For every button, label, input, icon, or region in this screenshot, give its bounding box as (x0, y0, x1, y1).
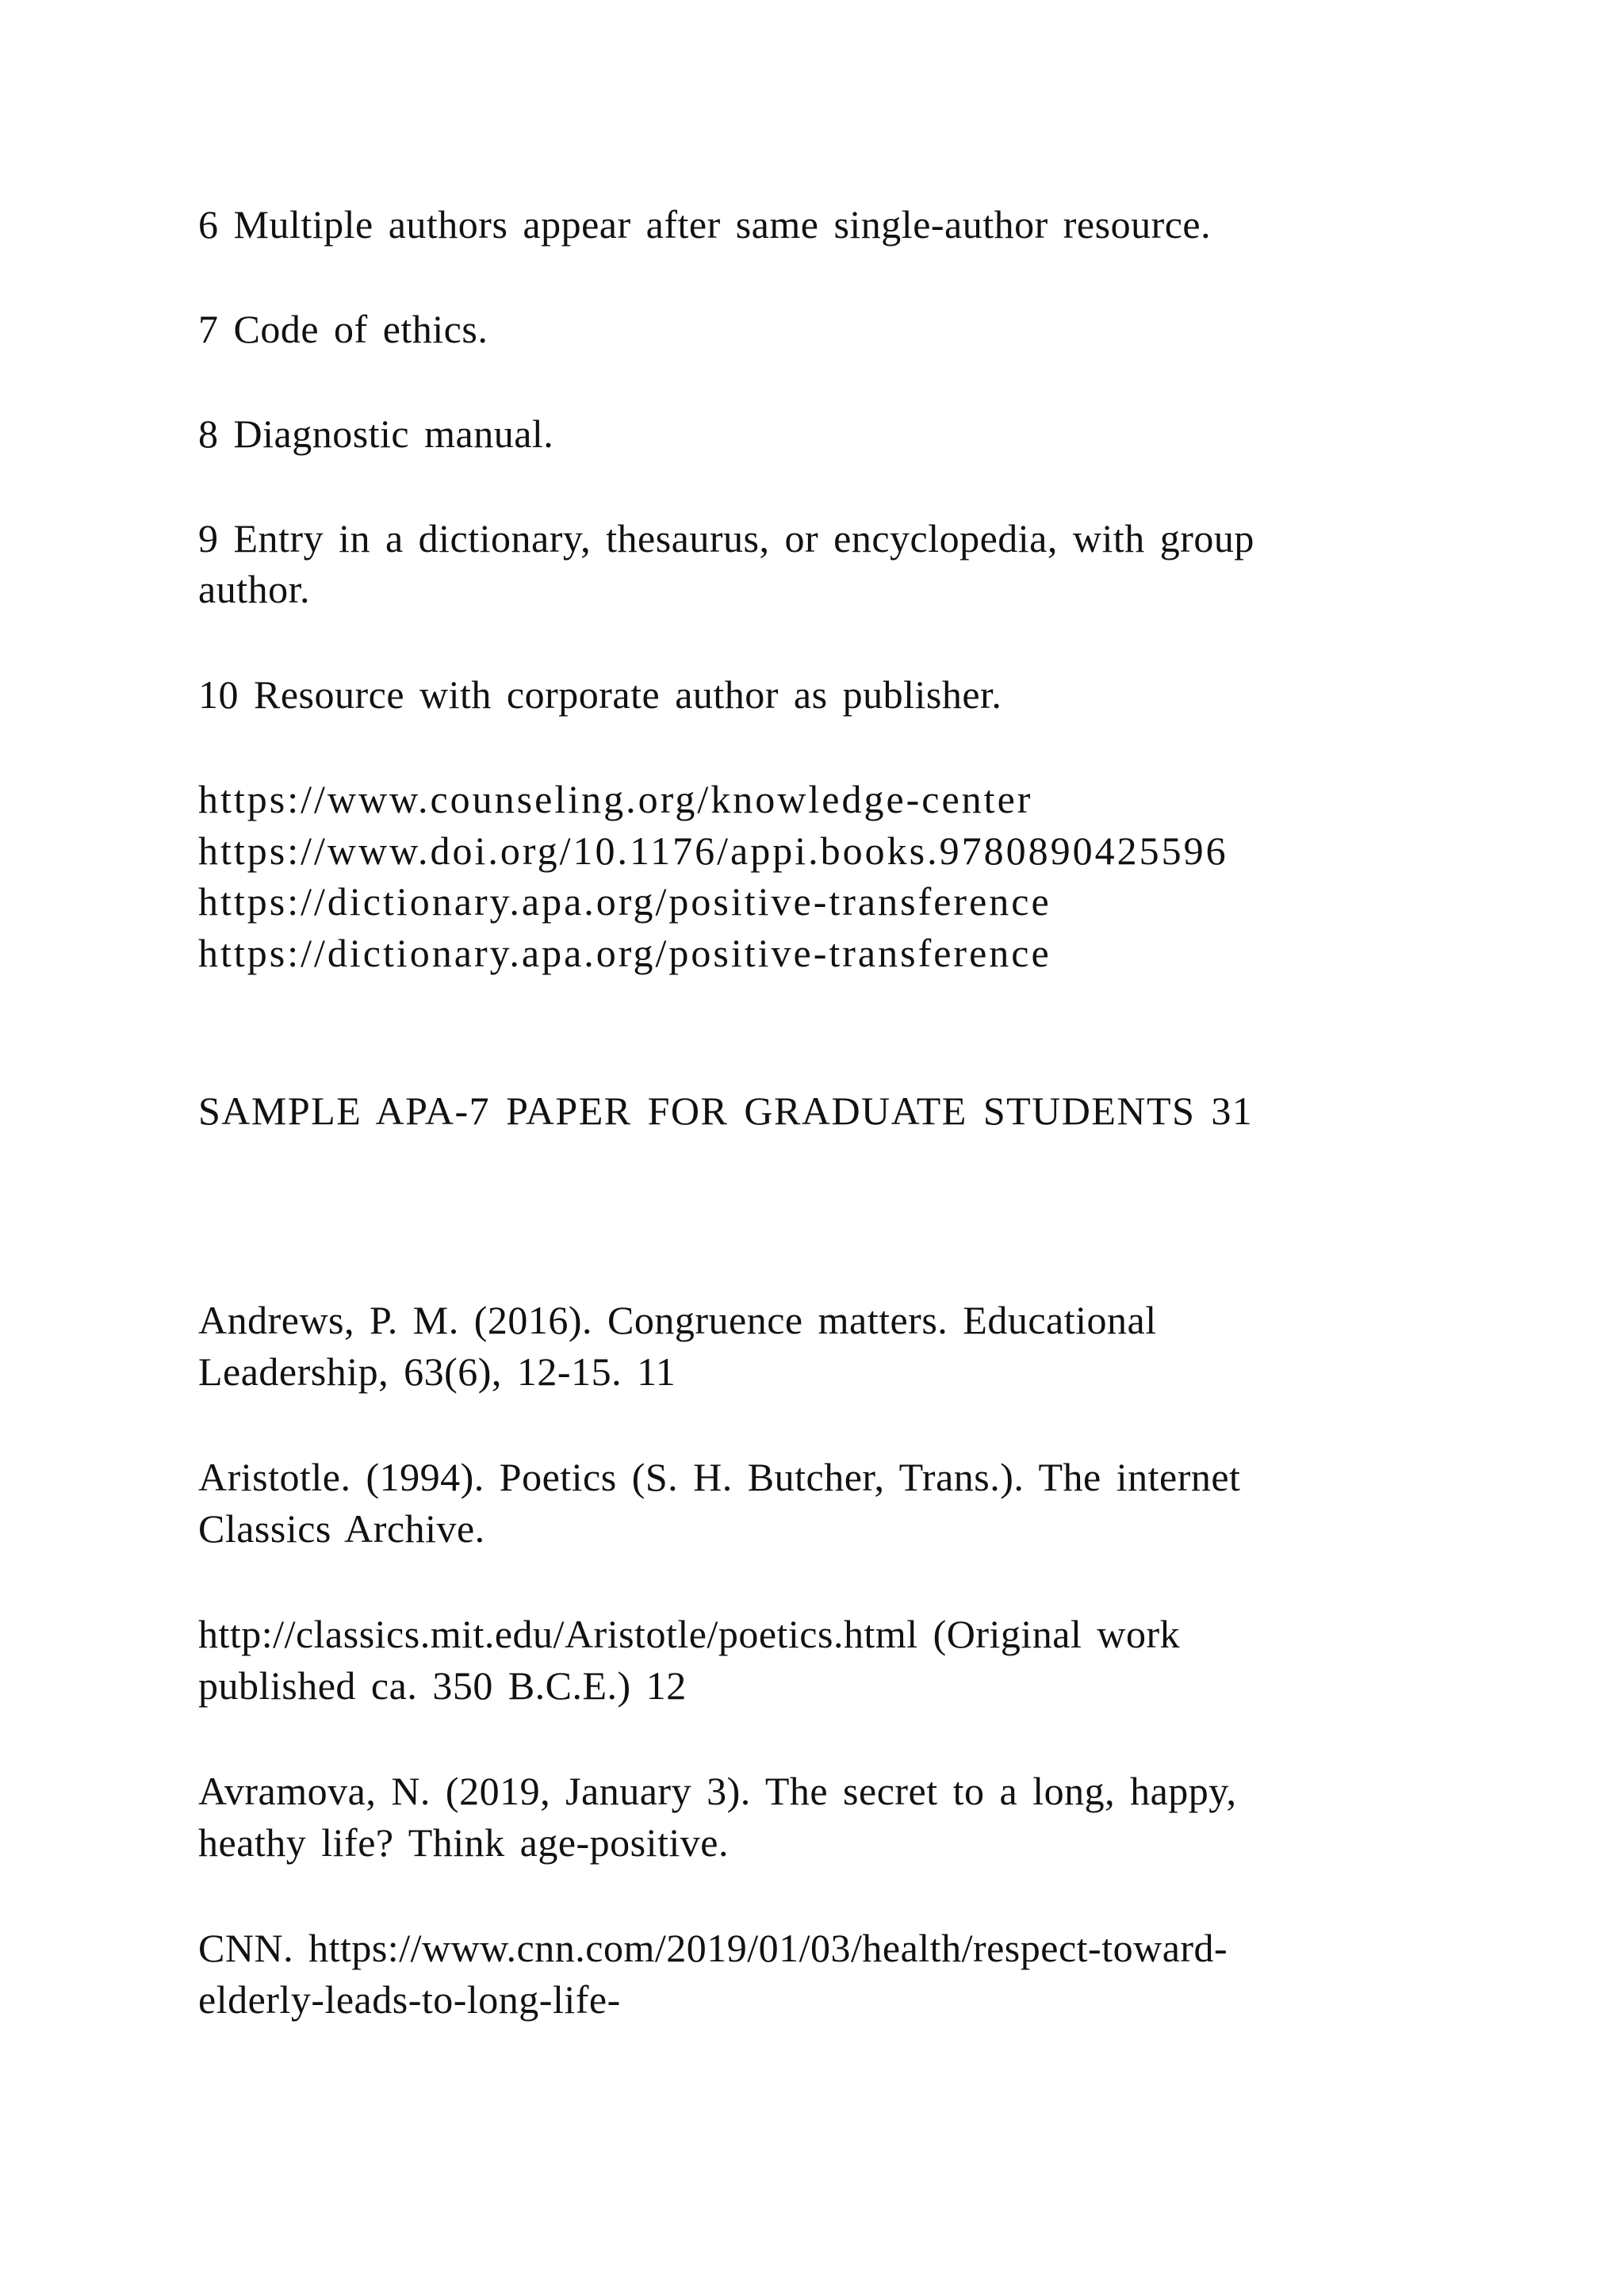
reference-andrews-line-2: Leadership, 63(6), 12-15. 11 (198, 1349, 676, 1394)
reference-andrews-line-1: Andrews, P. M. (2016). Congruence matters. Educational (198, 1298, 1157, 1342)
note-9-line-2: author. (198, 567, 310, 611)
note-9-line-1: 9 Entry in a dictionary, thesaurus, or encyclopedia, with group (198, 516, 1254, 561)
url-dictionary-1: https://dictionary.apa.org/positive-transference (198, 879, 1051, 924)
note-6: 6 Multiple authors appear after same single-author resource. (198, 202, 1212, 247)
reference-aristotle-url: http://classics.mit.edu/Aristotle/poetics.html (Original work (198, 1612, 1181, 1656)
note-7: 7 Code of ethics. (198, 307, 488, 351)
reference-avramova-line-1: Avramova, N. (2019, January 3). The secret to a long, happy, (198, 1769, 1237, 1813)
url-dictionary-2: https://dictionary.apa.org/positive-transference (198, 931, 1051, 975)
reference-avramova-line-2: heathy life? Think age-positive. (198, 1820, 729, 1865)
running-head: SAMPLE APA-7 PAPER FOR GRADUATE STUDENTS 31 (198, 1089, 1254, 1133)
reference-cnn-line-1: CNN. https://www.cnn.com/2019/01/03/health/respect-toward- (198, 1926, 1228, 1970)
note-8: 8 Diagnostic manual. (198, 411, 554, 456)
note-10: 10 Resource with corporate author as publisher. (198, 672, 1002, 717)
reference-aristotle-line-1: Aristotle. (1994). Poetics (S. H. Butcher, Trans.). The internet (198, 1455, 1241, 1499)
url-counseling: https://www.counseling.org/knowledge-center (198, 777, 1033, 821)
reference-aristotle-original: published ca. 350 B.C.E.) 12 (198, 1663, 687, 1708)
reference-cnn-line-2: elderly-leads-to-long-life- (198, 1977, 621, 2022)
url-doi: https://www.doi.org/10.1176/appi.books.9780890425596 (198, 828, 1228, 873)
reference-aristotle-line-2: Classics Archive. (198, 1506, 485, 1551)
